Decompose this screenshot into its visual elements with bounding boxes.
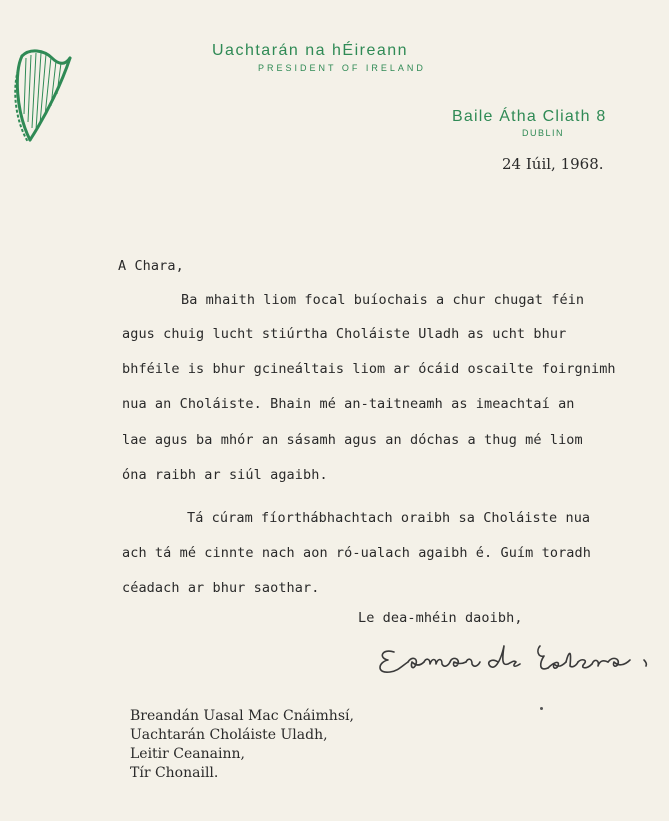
body-line: Ba mhaith liom focal buíochais a chur chugat féin	[181, 292, 585, 308]
letterhead-subtitle: PRESIDENT OF IRELAND	[258, 63, 426, 73]
body-line: Tá cúram fíorthábhachtach oraibh sa Choláiste nua	[187, 510, 591, 526]
letterhead-title: Uachtarán na hÉireann	[212, 42, 409, 59]
body-line: ach tá mé cinnte nach aon ró-ualach agaibh é. Guím toradh	[122, 545, 591, 561]
body-line: lae agus ba mhór an sásamh agus an dóchas a thug mé liom	[122, 432, 583, 448]
harp-icon	[8, 42, 74, 150]
recipient-line: Tír Chonaill.	[130, 765, 219, 781]
letterhead-city: DUBLIN	[522, 128, 565, 138]
recipient-line: Leitir Ceanainn,	[130, 746, 245, 762]
letter-date: 24 Iúil, 1968.	[502, 155, 604, 173]
closing: Le dea-mhéin daoibh,	[358, 610, 523, 626]
body-line: óna raibh ar siúl agaibh.	[122, 467, 328, 483]
body-line: céadach ar bhur saothar.	[122, 580, 320, 596]
recipient-line: Breandán Uasal Mac Cnáimhsí,	[130, 708, 354, 724]
letterhead-address: Baile Átha Cliath 8	[452, 108, 607, 125]
body-line: bhféile is bhur gcineáltais liom ar ócáid oscailte foirgnimh	[122, 361, 616, 377]
signature	[372, 632, 662, 688]
ink-mark	[540, 707, 543, 710]
recipient-address	[130, 707, 354, 783]
recipient-line: Uachtarán Choláiste Uladh,	[130, 727, 328, 743]
body-line: agus chuig lucht stiúrtha Choláiste Uladh as ucht bhur	[122, 326, 567, 342]
body-line: nua an Choláiste. Bhain mé an-taitneamh as imeachtaí an	[122, 396, 575, 412]
salutation: A Chara,	[118, 258, 184, 274]
